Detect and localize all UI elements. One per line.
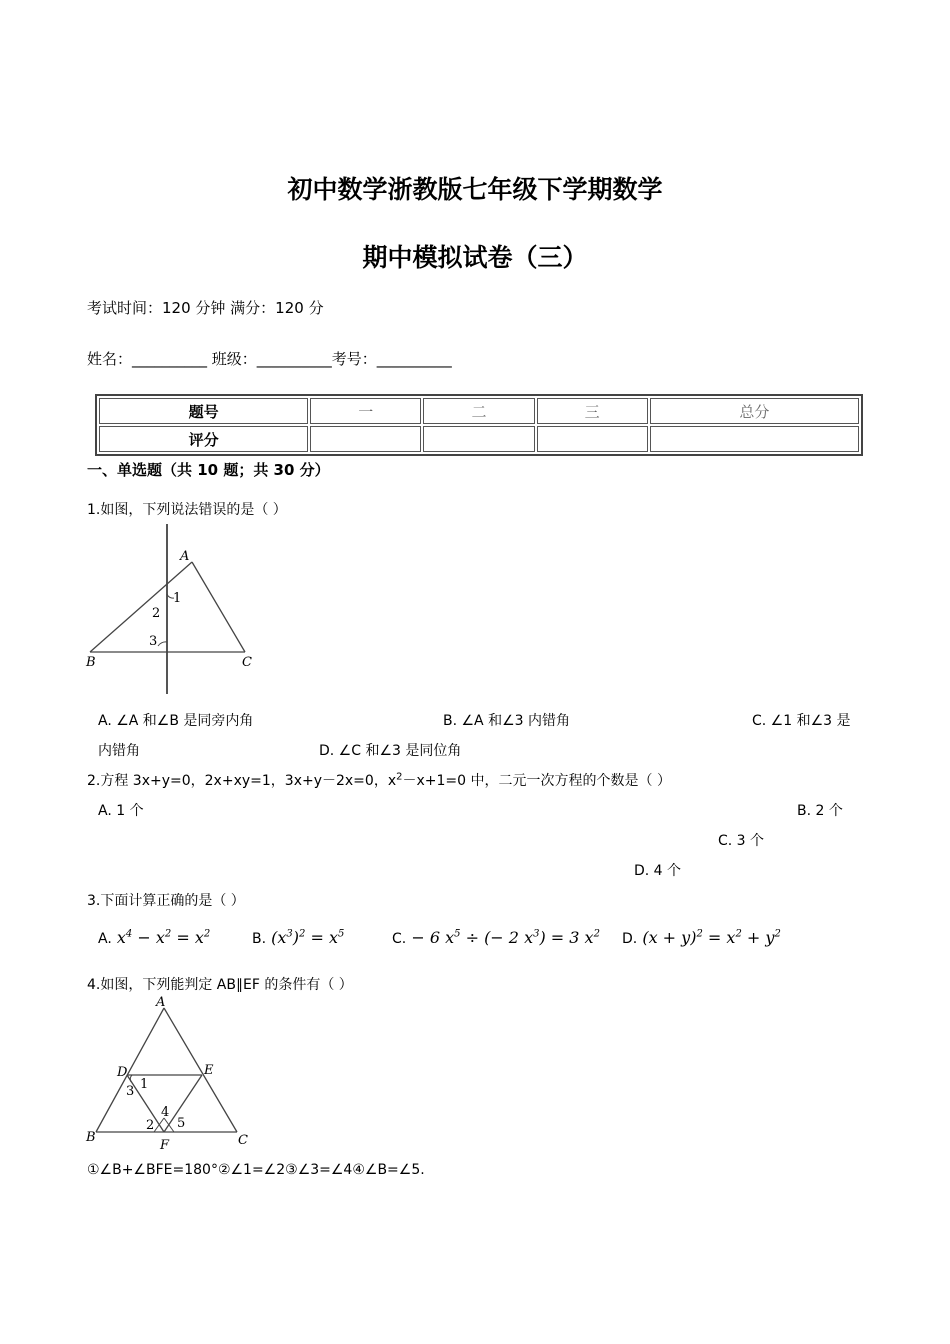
q1-label-2: 2 [152, 606, 161, 621]
q3-option-a[interactable] [98, 928, 210, 947]
q2-option-d[interactable]: D. 4 个 [634, 863, 682, 879]
q2-stem-part: 2.方程 3x+y=0，2x+xy=1，3x+y－2x=0，x [87, 773, 397, 789]
score-row-label: 评分 [99, 426, 308, 452]
q3-option-b[interactable] [252, 928, 344, 947]
score-header-cell: 三 [537, 398, 648, 424]
score-cell[interactable] [310, 426, 421, 452]
q1-option-c-cont: 内错角 [98, 743, 140, 759]
q4-segment-ab [96, 1008, 164, 1132]
q1-label-c: C [242, 655, 252, 670]
q3-stem: 3.下面计算正确的是（ ） [87, 893, 245, 909]
q3-option-c-formula: − 6 $x^5$ ÷ (− 2 $x^3) = 3$ $x^2$ [411, 928, 600, 947]
q1-label-b: B [86, 655, 96, 670]
q1-option-b[interactable]: B. ∠A 和∠3 内错角 [443, 713, 570, 729]
score-table [95, 394, 863, 456]
q4-label-c: C [238, 1133, 248, 1148]
q4-label-3: 3 [126, 1084, 135, 1099]
score-header-cell: 二 [423, 398, 534, 424]
q4-label-f: F [160, 1138, 170, 1153]
exam-info: 考试时间：120 分钟 满分：120 分 [87, 299, 324, 317]
score-table-header-row [99, 398, 859, 424]
q2-option-a[interactable]: A. 1 个 [98, 803, 144, 819]
q4-stem: 4.如图，下列能判定 AB∥EF 的条件有（ ） [87, 977, 353, 993]
q1-label-a: A [180, 549, 190, 564]
q1-stem: 1.如图，下列说法错误的是（ ） [87, 502, 287, 518]
q4-label-4: 4 [161, 1105, 170, 1120]
q1-option-d[interactable]: D. ∠C 和∠3 是同位角 [319, 743, 462, 759]
q4-label-5: 5 [177, 1116, 186, 1131]
q4-label-1: 1 [140, 1077, 149, 1092]
q3-option-a-label: A. [98, 931, 112, 947]
score-cell[interactable] [537, 426, 648, 452]
q4-conditions: ①∠B+∠BFE=180°②∠1=∠2③∠3=∠4④∠B=∠5. [87, 1162, 425, 1178]
q3-option-d-label: D. [622, 931, 638, 947]
q2-stem-sup: 2 [396, 771, 403, 783]
q2-stem [87, 770, 671, 790]
q1-angle-arc-3 [158, 642, 167, 646]
q4-label-2: 2 [146, 1118, 155, 1133]
section-1-heading: 一、单选题（共 10 题；共 30 分） [87, 461, 330, 479]
q3-option-d[interactable] [622, 928, 781, 947]
q3-option-d-formula: $(x + y)^2 = x^2 + y^2$ [642, 928, 781, 947]
q2-stem-part: －x+1=0 中，二元一次方程的个数是（ ） [402, 773, 671, 789]
title-line-2: 期中模拟试卷（三） [362, 243, 588, 272]
score-cell[interactable] [423, 426, 534, 452]
q4-label-d: D [117, 1065, 128, 1080]
q4-figure [82, 996, 262, 1154]
q4-label-e: E [204, 1063, 214, 1078]
title-line-1: 初中数学浙教版七年级下学期数学 [287, 175, 663, 204]
score-table-row [99, 426, 859, 452]
score-header-cell: 题号 [99, 398, 308, 424]
score-header-cell: 一 [310, 398, 421, 424]
q1-option-a[interactable]: A. ∠A 和∠B 是同旁内角 [98, 713, 254, 729]
q3-option-b-label: B. [252, 931, 267, 947]
q2-option-b[interactable]: B. 2 个 [797, 803, 843, 819]
q1-segment-ba [90, 562, 192, 652]
student-info: 姓名：__________ 班级：__________考号：__________ [87, 350, 452, 368]
q3-option-a-formula: $x^4 - x^2 = x^2$ [116, 928, 211, 947]
q3-option-c[interactable] [392, 928, 600, 947]
q1-label-3: 3 [149, 634, 158, 649]
q4-label-a: A [156, 996, 166, 1010]
q2-option-c[interactable]: C. 3 个 [718, 833, 765, 849]
q1-segment-ac [192, 562, 245, 652]
score-header-cell: 总分 [650, 398, 859, 424]
q3-option-c-label: C. [392, 931, 407, 947]
q4-label-b: B [86, 1130, 96, 1145]
q4-segment-ac [164, 1008, 237, 1132]
q1-option-c[interactable]: C. ∠1 和∠3 是 [752, 713, 851, 729]
q3-option-b-formula: $(x^3)^2 = x^5$ [271, 928, 345, 947]
q1-label-1: 1 [173, 591, 182, 606]
q1-figure [82, 522, 262, 700]
score-cell[interactable] [650, 426, 859, 452]
